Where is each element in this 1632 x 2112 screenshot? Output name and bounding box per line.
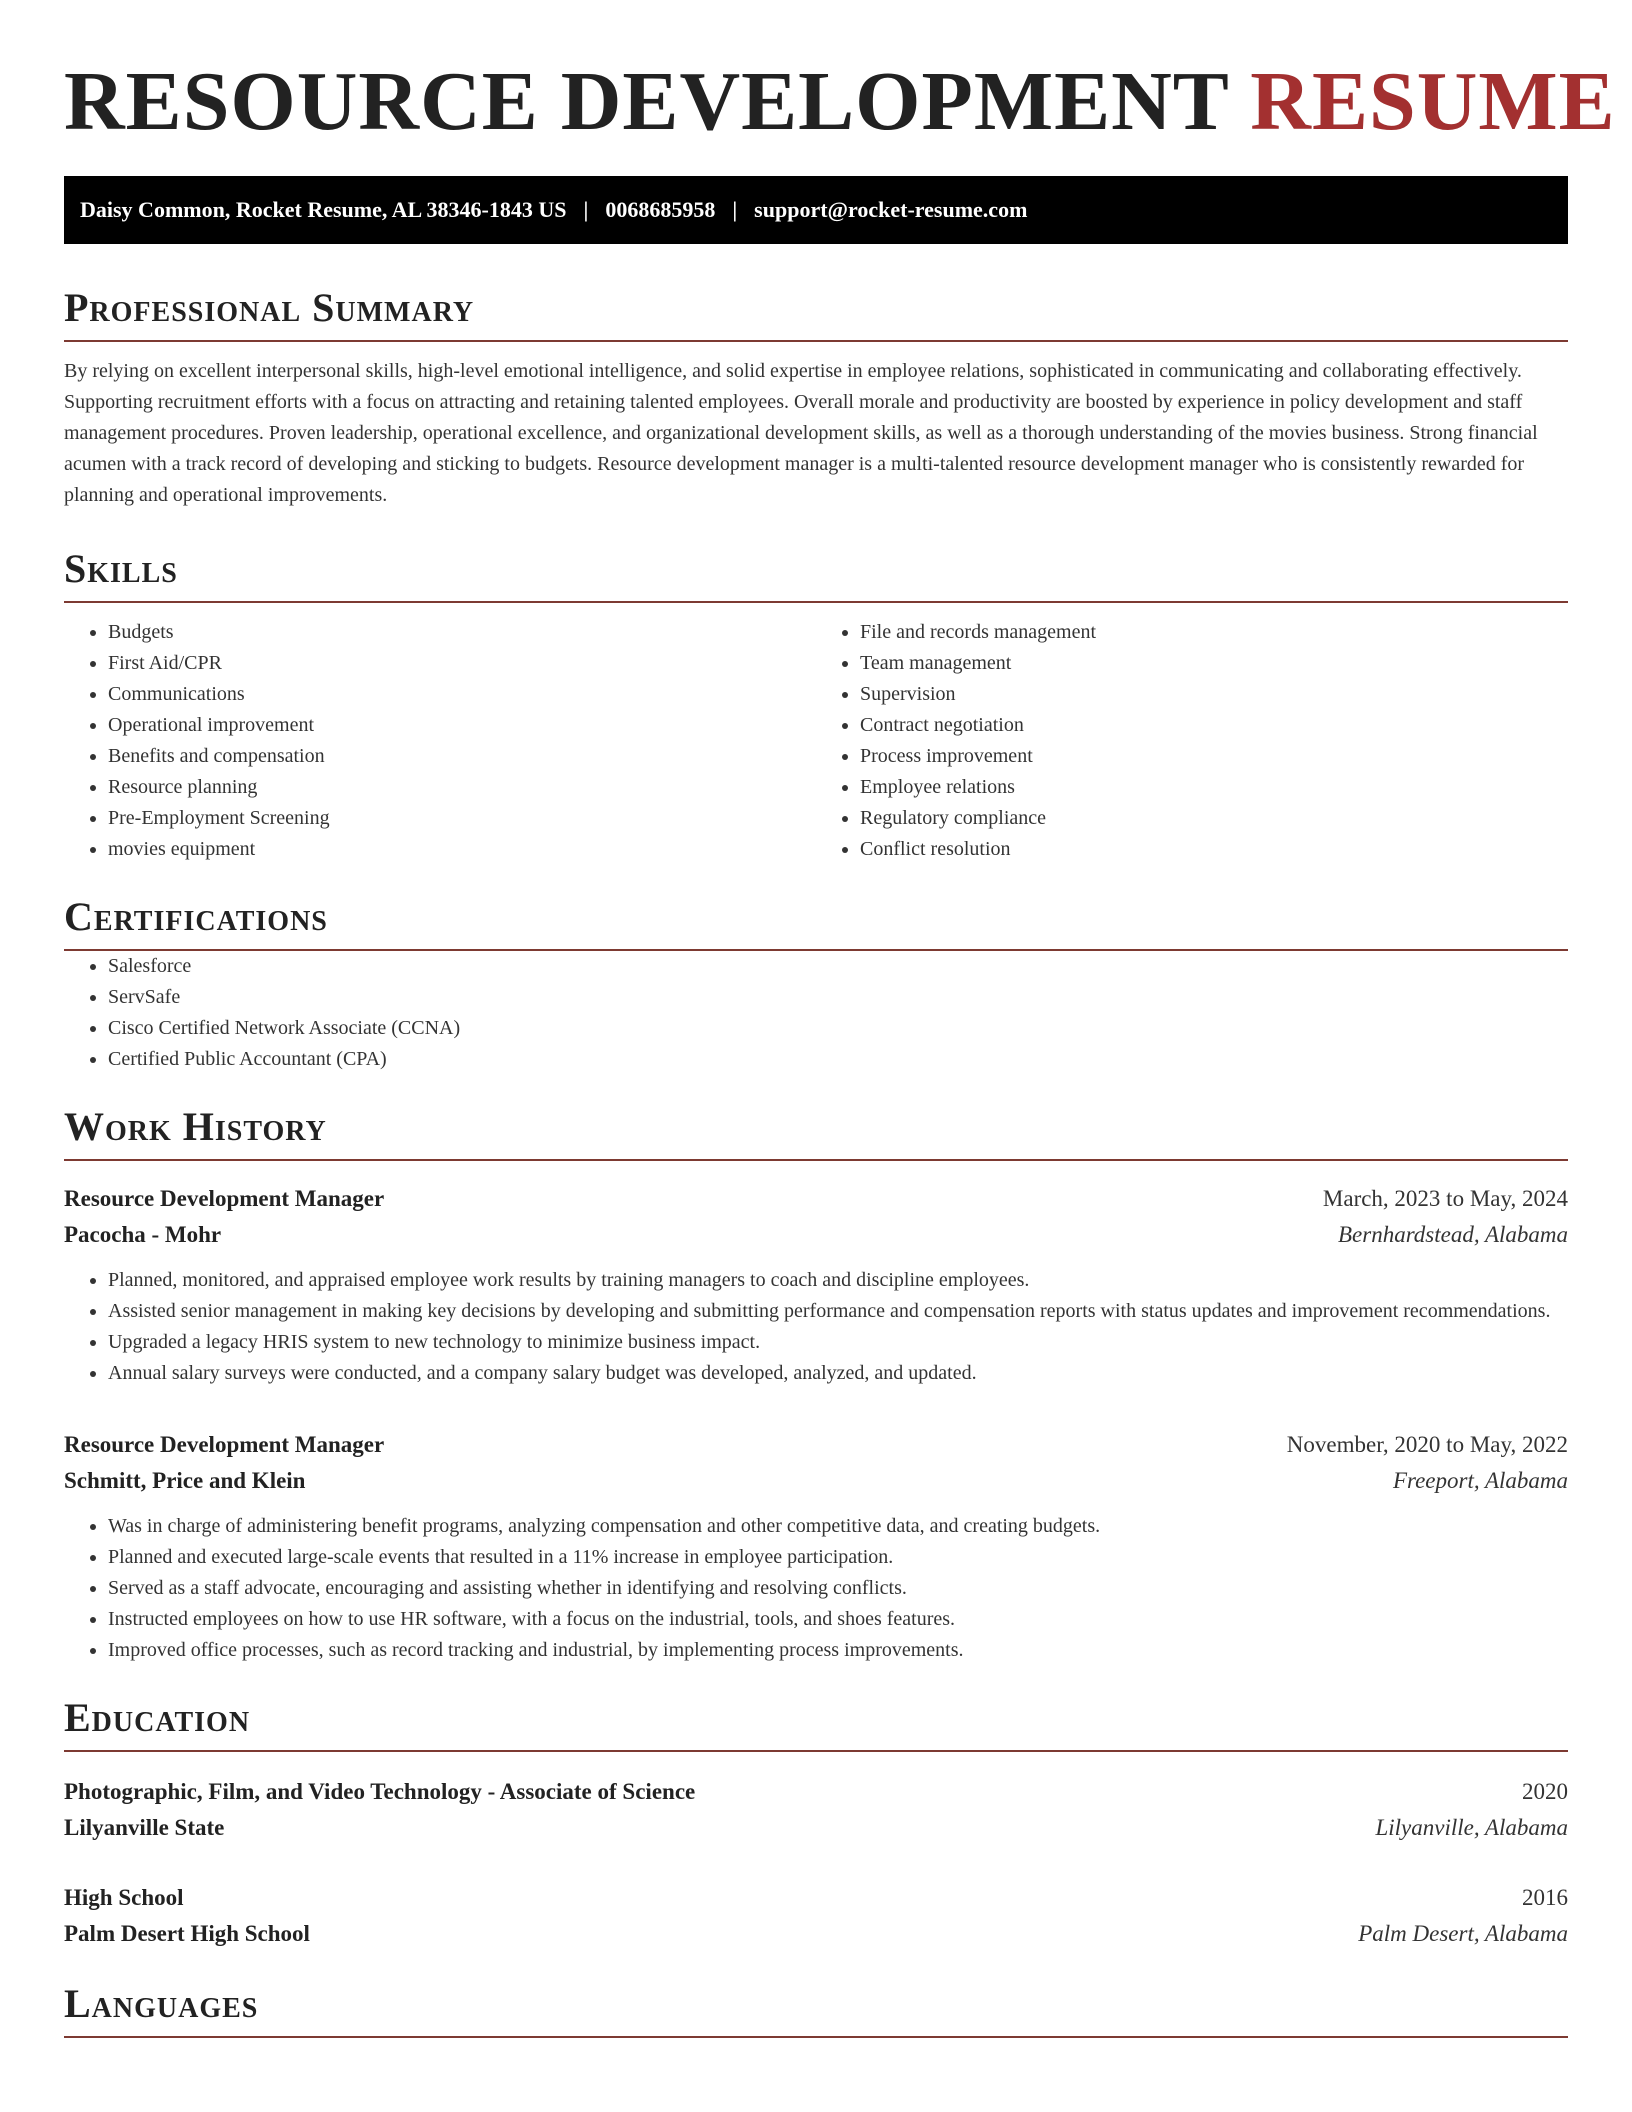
- skills-grid: [64, 617, 1568, 865]
- skill-item: • Budgets: [108, 617, 816, 648]
- skill-item: • File and records management: [860, 617, 1568, 648]
- education-school: Lilyanville State: [64, 1815, 225, 1840]
- education-year: 2016: [1522, 1885, 1568, 1910]
- job-duty: • Was in charge of administering benefit programs, analyzing compensation and other competitive data, and creating budgets.: [108, 1511, 1568, 1542]
- job-duty: • Annual salary surveys were conducted, and a company salary budget was developed, analyzed, and updated.: [108, 1358, 1568, 1389]
- certification-item: • Salesforce: [108, 951, 1568, 982]
- skill-item: • movies equipment: [108, 834, 816, 865]
- job-entry: [64, 1427, 1568, 1666]
- skill-item: • Contract negotiation: [860, 710, 1568, 741]
- contact-email: support@rocket-resume.com: [754, 197, 1028, 222]
- skills-section: [64, 545, 1568, 865]
- summary-section: [64, 284, 1568, 511]
- education-entry: [64, 1774, 1568, 1846]
- skill-item: • Regulatory compliance: [860, 803, 1568, 834]
- summary-heading: Professional Summary: [64, 284, 1568, 342]
- job-location: Bernhardstead, Alabama: [1338, 1222, 1568, 1247]
- education-section: [64, 1694, 1568, 1952]
- certifications-heading: Certifications: [64, 893, 1568, 951]
- education-degree-row: [64, 1774, 1568, 1810]
- skills-list-right: [816, 617, 1568, 865]
- job-duty: • Planned and executed large-scale events that resulted in a 11% increase in employee participation.: [108, 1542, 1568, 1573]
- job-dates: March, 2023 to May, 2024: [1322, 1186, 1568, 1211]
- resume-title: [64, 52, 1616, 152]
- education-school-row: [64, 1916, 1568, 1952]
- work-history-heading: Work History: [64, 1103, 1568, 1161]
- education-location: Lilyanville, Alabama: [1375, 1815, 1568, 1840]
- job-title-row: [64, 1181, 1568, 1217]
- languages-heading: Languages: [64, 1980, 1568, 2038]
- certification-item: • Cisco Certified Network Associate (CCNA): [108, 1013, 1568, 1044]
- job-title: Resource Development Manager: [64, 1186, 385, 1211]
- education-heading: Education: [64, 1694, 1568, 1752]
- job-duty: • Upgraded a legacy HRIS system to new technology to minimize business impact.: [108, 1327, 1568, 1358]
- certification-item: • ServSafe: [108, 982, 1568, 1013]
- job-title-row: [64, 1427, 1568, 1463]
- job-duty: • Served as a staff advocate, encouraging and assisting whether in identifying and resolving conflicts.: [108, 1573, 1568, 1604]
- education-year: 2020: [1522, 1779, 1568, 1804]
- contact-address: Daisy Common, Rocket Resume, AL 38346-1843 US: [80, 197, 567, 222]
- certifications-list: [64, 951, 1568, 1075]
- skills-column-left: [64, 617, 816, 865]
- job-location: Freeport, Alabama: [1392, 1468, 1568, 1493]
- contact-separator: |: [732, 197, 738, 222]
- skill-item: • Supervision: [860, 679, 1568, 710]
- work-history-section: [64, 1103, 1568, 1666]
- skill-item: • Process improvement: [860, 741, 1568, 772]
- job-company: Pacocha - Mohr: [64, 1222, 222, 1247]
- job-company-row: [64, 1217, 1568, 1253]
- education-entry: [64, 1880, 1568, 1952]
- contact-bar: [64, 176, 1568, 244]
- skill-item: • Team management: [860, 648, 1568, 679]
- certification-item: • Certified Public Accountant (CPA): [108, 1044, 1568, 1075]
- skill-item: • First Aid/CPR: [108, 648, 816, 679]
- job-dates: November, 2020 to May, 2022: [1286, 1432, 1568, 1457]
- job-company-row: [64, 1463, 1568, 1499]
- education-degree: High School: [64, 1885, 184, 1910]
- title-main: RESOURCE DEVELOPMENT: [64, 55, 1229, 148]
- summary-text: By relying on excellent interpersonal skills, high-level emotional intelligence, and solid expertise in employee relations, sophisticated in communicating and collaborating effectively. Supporting recruitment efforts with a focus on attracting and retaining talented employees. Overall morale and productivity are boosted by experience in policy development and staff management procedures. Proven leadership, operational excellence, and organizational development skills, as well as a thorough understanding of the movies business. Strong financial acumen with a track record of developing and sticking to budgets. Resource development manager is a multi-talented resource development manager who is consistently rewarded for planning and operational improvements.: [64, 360, 1538, 506]
- education-degree: Photographic, Film, and Video Technology - Associate of Science: [64, 1779, 696, 1804]
- job-duty: • Assisted senior management in making key decisions by developing and submitting performance and compensation reports with status updates and improvement recommendations.: [108, 1296, 1568, 1327]
- contact-separator: |: [583, 197, 589, 222]
- title-accent: RESUME: [1250, 55, 1616, 148]
- contact-phone: 0068685958: [605, 197, 716, 222]
- job-entry: [64, 1181, 1568, 1389]
- education-degree-row: [64, 1880, 1568, 1916]
- skill-item: • Employee relations: [860, 772, 1568, 803]
- job-duty: • Planned, monitored, and appraised employee work results by training managers to coach and discipline employees.: [108, 1265, 1568, 1296]
- skill-item: • Benefits and compensation: [108, 741, 816, 772]
- certifications-section: [64, 893, 1568, 1075]
- education-school: Palm Desert High School: [64, 1921, 310, 1946]
- job-duties-list: [64, 1265, 1568, 1389]
- languages-section: [64, 1980, 1568, 2038]
- job-company: Schmitt, Price and Klein: [64, 1468, 306, 1493]
- skill-item: • Conflict resolution: [860, 834, 1568, 865]
- education-school-row: [64, 1810, 1568, 1846]
- job-duty: • Improved office processes, such as record tracking and industrial, by implementing process improvements.: [108, 1635, 1568, 1666]
- job-title: Resource Development Manager: [64, 1432, 385, 1457]
- skills-heading: Skills: [64, 545, 1568, 603]
- skill-item: • Operational improvement: [108, 710, 816, 741]
- job-duties-list: [64, 1511, 1568, 1666]
- education-location: Palm Desert, Alabama: [1358, 1921, 1568, 1946]
- skill-item: • Communications: [108, 679, 816, 710]
- skills-column-right: [816, 617, 1568, 865]
- skill-item: • Pre-Employment Screening: [108, 803, 816, 834]
- skill-item: • Resource planning: [108, 772, 816, 803]
- skills-list-left: [64, 617, 816, 865]
- job-duty: • Instructed employees on how to use HR software, with a focus on the industrial, tools, and shoes features.: [108, 1604, 1568, 1635]
